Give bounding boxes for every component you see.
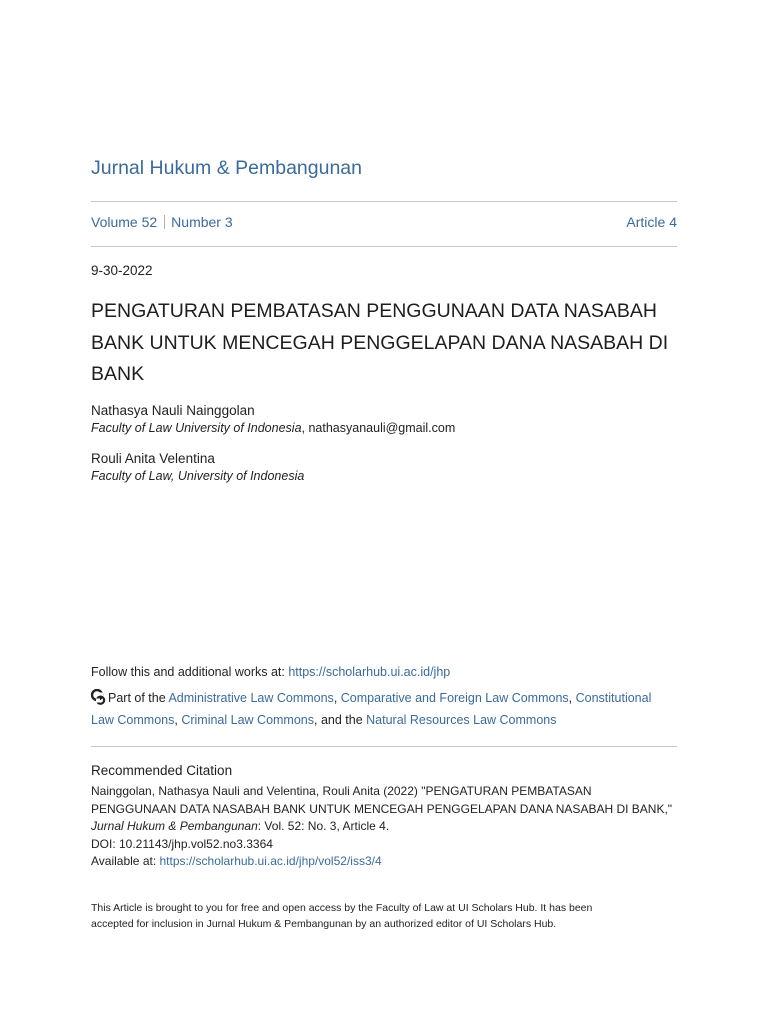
- part-of-prefix: Part of the: [108, 691, 169, 705]
- follow-line: [91, 665, 450, 679]
- citation-journal: Jurnal Hukum & Pembangunan: [91, 819, 258, 833]
- affiliation-text: Faculty of Law University of Indonesia: [91, 421, 302, 435]
- title-line: BANK UNTUK MENCEGAH PENGGELAPAN DANA NASABAH DI: [91, 331, 669, 354]
- citation-doi: DOI: 10.21143/jhp.vol52.no3.3364: [91, 836, 273, 851]
- discipline-link[interactable]: Constitutional Law Commons: [91, 691, 652, 727]
- discipline-link[interactable]: Administrative Law Commons: [168, 691, 334, 705]
- part-of-line: [91, 688, 677, 731]
- access-note-line: accepted for inclusion in Jurnal Hukum & Pembangunan by an authorized editor of UI Scholars Hub.: [91, 917, 557, 930]
- title-line: BANK: [91, 363, 145, 385]
- creative-commons-icon: [91, 689, 106, 705]
- separator-text: , and the: [314, 712, 367, 727]
- author-affiliation: [91, 469, 304, 483]
- publication-date: 9-30-2022: [91, 263, 153, 278]
- journal-title-link[interactable]: Jurnal Hukum & Pembangunan: [91, 157, 362, 179]
- separator-text: ,: [568, 691, 576, 705]
- author-affiliation: [91, 421, 455, 435]
- author-name: Nathasya Nauli Nainggolan: [91, 403, 255, 418]
- follow-prefix: Follow this and additional works at:: [91, 665, 289, 679]
- divider: [91, 246, 677, 247]
- author-email: , nathasyanauli@gmail.com: [301, 421, 456, 435]
- citation-line: PENGGUNAAN DATA NASABAH BANK UNTUK MENCEGAH PENGGELAPAN DANA NASABAH DI BANK,": [91, 801, 673, 816]
- access-note: [91, 901, 677, 932]
- citation-line: Nainggolan, Nathasya Nauli and Velentina, Rouli Anita (2022) "PENGATURAN PEMBATASAN: [91, 784, 592, 798]
- article-url-link[interactable]: https://scholarhub.ui.ac.id/jhp/vol52/iss3/4: [159, 854, 382, 868]
- divider: [91, 746, 677, 747]
- article-link[interactable]: Article 4: [626, 214, 677, 230]
- available-prefix: Available at:: [91, 854, 160, 868]
- separator: [164, 215, 165, 229]
- article-title: [91, 296, 677, 391]
- number-link[interactable]: Number 3: [171, 214, 233, 230]
- separator-text: ,: [174, 712, 182, 727]
- author-name: Rouli Anita Velentina: [91, 451, 215, 466]
- citation-volume: : Vol. 52: No. 3, Article 4.: [257, 819, 390, 833]
- volume-link[interactable]: Volume 52: [91, 214, 158, 230]
- access-note-line: This Article is brought to you for free and open access by the Faculty of Law at UI Scholars Hub. It has been: [91, 902, 593, 914]
- repository-link[interactable]: https://scholarhub.ui.ac.id/jhp: [288, 665, 451, 679]
- volume-row: [91, 214, 677, 230]
- separator-text: ,: [333, 691, 341, 705]
- citation-block: [91, 783, 677, 871]
- divider: [91, 201, 677, 202]
- discipline-link[interactable]: Natural Resources Law Commons: [366, 712, 557, 727]
- discipline-link[interactable]: Comparative and Foreign Law Commons: [340, 691, 569, 705]
- discipline-link[interactable]: Criminal Law Commons: [181, 712, 315, 727]
- affiliation-text: Faculty of Law, University of Indonesia: [91, 469, 305, 483]
- citation-heading: Recommended Citation: [91, 763, 233, 778]
- title-line: PENGATURAN PEMBATASAN PENGGUNAAN DATA NASABAH: [91, 300, 657, 322]
